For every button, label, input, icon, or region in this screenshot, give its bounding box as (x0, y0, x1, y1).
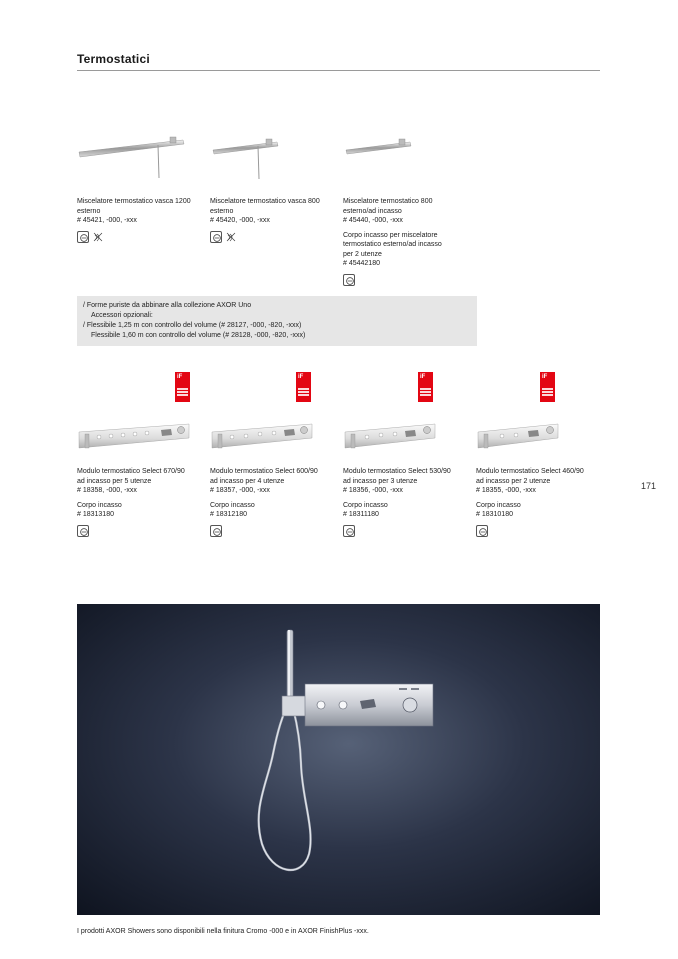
rough-in-code: # 18310180 (476, 511, 513, 518)
product-name: Modulo termostatico Select 530/90 (343, 468, 451, 475)
product-code: # 45420, -000, -xxx (210, 217, 270, 224)
rough-in-name: termostatico esterno/ad incasso (343, 241, 442, 248)
info-box (77, 296, 477, 346)
product-45420 (210, 197, 338, 243)
product-image-18358 (77, 418, 192, 452)
rough-in-name: Corpo incasso (343, 501, 388, 509)
product-image-18355 (476, 418, 561, 452)
ecosmart-icon (225, 231, 237, 243)
product-name: Modulo termostatico Select 460/90 (476, 468, 584, 475)
if-design-award-badge (418, 372, 433, 402)
product-name: Miscelatore termostatico 800 (343, 198, 433, 205)
award-label: iF (298, 374, 304, 380)
page-number: 171 (641, 481, 657, 491)
ecosmart-icon (92, 231, 104, 243)
product-variant: esterno (77, 207, 101, 215)
product-code: # 18356, -000, -xxx (343, 487, 403, 494)
product-code: # 18355, -000, -xxx (476, 487, 536, 494)
product-18355 (476, 467, 604, 537)
product-image-45440 (344, 134, 414, 166)
product-image-45421 (77, 132, 187, 182)
rough-in-code: # 18311180 (343, 511, 379, 518)
rough-in-name: Corpo incasso (210, 501, 255, 509)
section-title: Termostatici (77, 52, 150, 66)
info-line: Accessori opzionali: (91, 312, 153, 319)
product-variant: ad incasso per 2 utenze (476, 477, 551, 485)
rough-in-name: Corpo incasso per miscelatore (343, 231, 438, 239)
award-label: iF (420, 374, 426, 380)
cold-hot-icon (343, 274, 355, 286)
title-divider (77, 70, 600, 71)
product-image-18357 (210, 418, 315, 452)
if-design-award-badge (175, 372, 190, 402)
rough-in-name: per 2 utenze (343, 250, 382, 258)
product-18358 (77, 467, 205, 537)
product-45421 (77, 197, 205, 243)
info-line: Flessibile 1,60 m con controllo del volume (# 28128, -000, -820, -xxx) (91, 332, 306, 339)
product-code: # 45421, -000, -xxx (77, 217, 137, 224)
product-name: Miscelatore termostatico vasca 800 (210, 198, 320, 205)
rough-in-code: # 18312180 (210, 511, 247, 518)
product-variant: ad incasso per 5 utenze (77, 477, 152, 485)
rough-in-name: Corpo incasso (476, 501, 521, 509)
if-design-award-badge (540, 372, 555, 402)
product-code: # 18358, -000, -xxx (77, 487, 137, 494)
product-name: Modulo termostatico Select 600/90 (210, 468, 318, 475)
product-image-45420 (211, 134, 281, 184)
if-design-award-badge (296, 372, 311, 402)
rough-in-code: # 45442180 (343, 260, 380, 267)
product-name: Miscelatore termostatico vasca 1200 (77, 198, 191, 205)
product-variant: ad incasso per 4 utenze (210, 477, 285, 485)
finish-caption: I prodotti AXOR Showers sono disponibili nella finitura Cromo -000 e in AXOR FinishPlus -xxx. (77, 928, 369, 935)
product-variant: ad incasso per 3 utenze (343, 477, 418, 485)
product-image-18356 (343, 418, 438, 452)
info-line: / Flessibile 1,25 m con controllo del volume (# 28127, -000, -820, -xxx) (83, 322, 302, 329)
award-label: iF (177, 374, 183, 380)
product-variant: esterno/ad incasso (343, 207, 402, 215)
info-line: / Forme puriste da abbinare alla collezione AXOR Uno (83, 302, 252, 309)
product-code: # 18357, -000, -xxx (210, 487, 270, 494)
product-18356 (343, 467, 471, 537)
product-45440 (343, 197, 471, 286)
cold-hot-icon (343, 525, 355, 537)
cold-hot-icon (476, 525, 488, 537)
cold-hot-icon (210, 525, 222, 537)
cold-hot-icon (77, 525, 89, 537)
product-18357 (210, 467, 338, 537)
cold-hot-icon (210, 231, 222, 243)
rough-in-name: Corpo incasso (77, 501, 122, 509)
award-label: iF (542, 374, 548, 380)
shower-photo (77, 604, 600, 915)
product-variant: esterno (210, 207, 234, 215)
cold-hot-icon (77, 231, 89, 243)
product-name: Modulo termostatico Select 670/90 (77, 468, 185, 475)
product-code: # 45440, -000, -xxx (343, 217, 403, 224)
rough-in-code: # 18313180 (77, 511, 114, 518)
